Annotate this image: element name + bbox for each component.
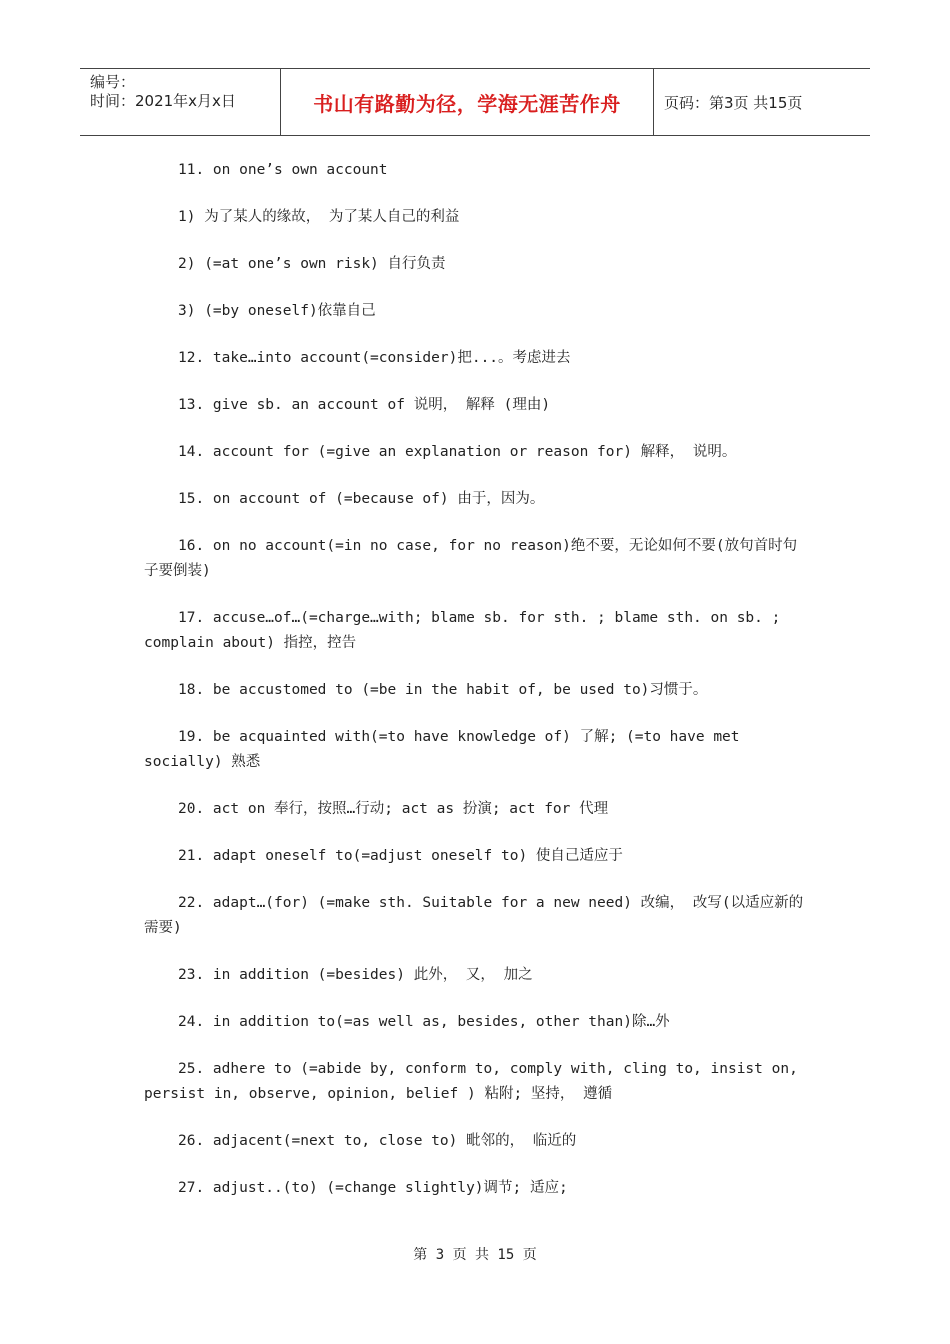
list-item: 24. in addition to(=as well as, besides, other than)除…外 bbox=[178, 1014, 670, 1030]
list-item: 1) 为了某人的缘故， 为了某人自己的利益 bbox=[178, 209, 460, 225]
document-number-label: 编号： bbox=[90, 73, 136, 91]
list-item: 3) (=by oneself)依靠自己 bbox=[178, 303, 376, 319]
list-item: 20. act on 奉行，按照…行动; act as 扮演; act for 代理 bbox=[178, 801, 609, 817]
list-item: 2) (=at one’s own risk) 自行负责 bbox=[178, 256, 446, 272]
list-item: 15. on account of (=because of) 由于，因为。 bbox=[178, 491, 545, 507]
list-item: 21. adapt oneself to(=adjust oneself to) 使自己适应于 bbox=[178, 848, 623, 864]
list-item: 17. accuse…of…(=charge…with; blame sb. for sth. ; blame sth. on sb. ; complain about) 指控，控告 bbox=[144, 610, 781, 651]
list-item: 18. be accustomed to (=be in the habit of, be used to)习惯于。 bbox=[178, 682, 708, 698]
list-item: 11. on one’s own account bbox=[178, 162, 388, 178]
list-item: 26. adjacent(=next to, close to) 毗邻的， 临近的 bbox=[178, 1133, 577, 1149]
header-meta bbox=[80, 69, 281, 135]
list-item: 23. in addition (=besides) 此外， 又， 加之 bbox=[178, 967, 533, 983]
page-footer: 第 3 页 共 15 页 bbox=[413, 1247, 537, 1263]
header-motto: 书山有路勤为径，学海无涯苦作舟 bbox=[281, 69, 654, 135]
page-header bbox=[80, 68, 870, 136]
list-item: 22. adapt…(for) (=make sth. Suitable for a new need) 改编， 改写(以适应新的需要) bbox=[144, 895, 804, 936]
list-item: 25. adhere to (=abide by, conform to, comply with, cling to, insist on, persist in, observe, opinion, belief ) 粘附; 坚持， 遵循 bbox=[144, 1061, 798, 1102]
list-item: 19. be acquainted with(=to have knowledge of) 了解; (=to have met socially) 熟悉 bbox=[144, 729, 740, 770]
document-time-label: 时间：2021年x月x日 bbox=[90, 92, 236, 110]
list-item: 16. on no account(=in no case, for no reason)绝不要，无论如何不要(放句首时句子要倒装) bbox=[144, 538, 798, 579]
vocabulary-list bbox=[144, 158, 808, 1223]
list-item: 27. adjust..(to) (=change slightly)调节; 适应; bbox=[178, 1180, 568, 1196]
header-page-info: 页码：第3页 共15页 bbox=[664, 93, 803, 112]
list-item: 14. account for (=give an explanation or reason for) 解释， 说明。 bbox=[178, 444, 737, 460]
list-item: 13. give sb. an account of 说明， 解释 (理由) bbox=[178, 397, 551, 413]
list-item: 12. take…into account(=consider)把...。考虑进去 bbox=[178, 350, 571, 366]
